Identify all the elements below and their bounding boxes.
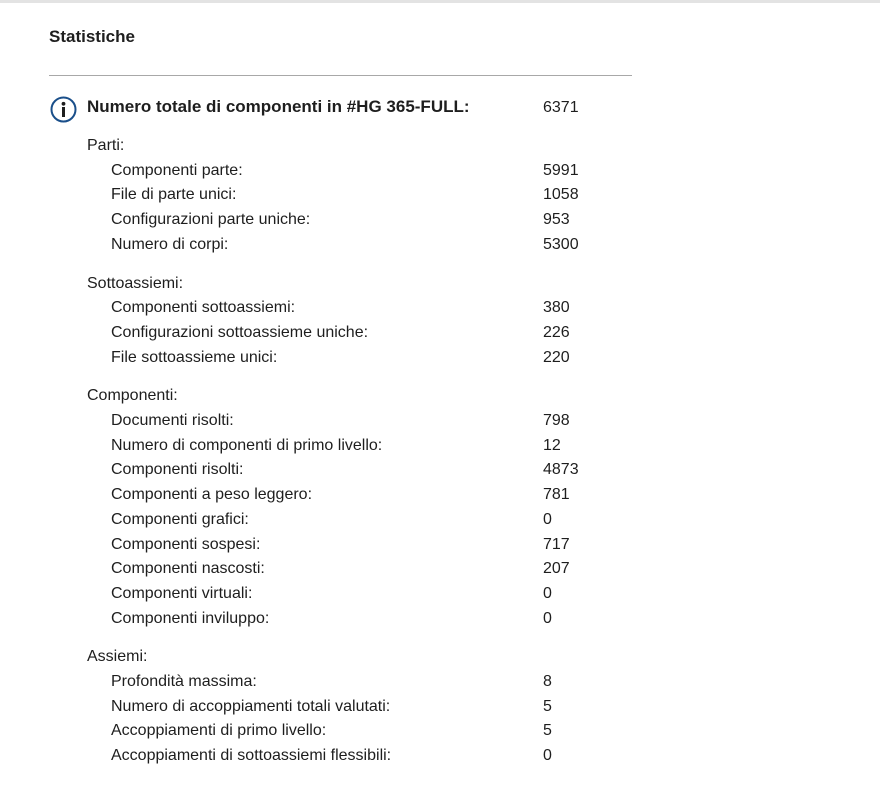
stat-value: 207 (543, 560, 570, 578)
window-top-border (0, 0, 880, 3)
group-title: Sottoassiemi: (87, 274, 184, 292)
stat-label: Numero di componenti di primo livello: (111, 436, 383, 454)
stat-label: Componenti parte: (111, 161, 243, 179)
stat-value: 8 (543, 673, 552, 690)
stat-value: 0 (543, 747, 552, 765)
stat-value: 953 (543, 211, 570, 229)
stat-value: 0 (543, 584, 552, 602)
stat-value: 717 (543, 535, 570, 553)
stat-label: Componenti a peso leggero: (111, 486, 313, 504)
stat-label: Componenti virtuali: (111, 584, 253, 602)
stat-value: 220 (543, 348, 570, 366)
stat-value: 1058 (543, 186, 579, 204)
stat-value: 4873 (543, 461, 579, 479)
panel-title: Statistiche (49, 27, 135, 46)
stat-value: 380 (543, 299, 570, 317)
stat-value: 226 (543, 323, 570, 341)
stat-label: Componenti sospesi: (111, 535, 261, 553)
stat-label: File di parte unici: (111, 186, 237, 204)
stat-label: Componenti inviluppo: (111, 609, 270, 627)
total-components-value: 6371 (543, 99, 579, 116)
stat-label: Componenti nascosti: (111, 560, 265, 578)
stat-label: Profondità massima: (111, 673, 257, 690)
stat-value: 781 (543, 486, 570, 504)
stat-value: 798 (543, 412, 570, 429)
group-title: Parti: (87, 137, 125, 154)
stat-value: 5 (543, 697, 552, 715)
stat-value: 12 (543, 436, 561, 454)
stat-label: Componenti grafici: (111, 510, 249, 528)
stat-value: 0 (543, 609, 552, 627)
stat-label: Documenti risolti: (111, 412, 234, 429)
stat-value: 5300 (543, 235, 579, 253)
stat-label: Configurazioni sottoassieme uniche: (111, 323, 369, 341)
group-title: Componenti: (87, 387, 178, 405)
stat-value: 5991 (543, 161, 579, 179)
stat-value: 0 (543, 510, 552, 528)
stat-label: Componenti risolti: (111, 461, 244, 479)
stat-label: Configurazioni parte uniche: (111, 211, 311, 229)
title-divider (49, 75, 632, 76)
info-icon (50, 96, 77, 123)
group-title: Assiemi: (87, 648, 148, 666)
stat-label: File sottoassieme unici: (111, 348, 278, 366)
stat-label: Accoppiamenti di primo livello: (111, 722, 327, 740)
total-components-label: Numero totale di componenti in #HG 365-FULL: (87, 97, 470, 116)
stat-value: 5 (543, 722, 552, 740)
stat-label: Numero di accoppiamenti totali valutati: (111, 697, 391, 715)
stat-label: Numero di corpi: (111, 235, 229, 253)
stat-label: Accoppiamenti di sottoassiemi flessibili: (111, 747, 392, 765)
stat-label: Componenti sottoassiemi: (111, 299, 296, 317)
